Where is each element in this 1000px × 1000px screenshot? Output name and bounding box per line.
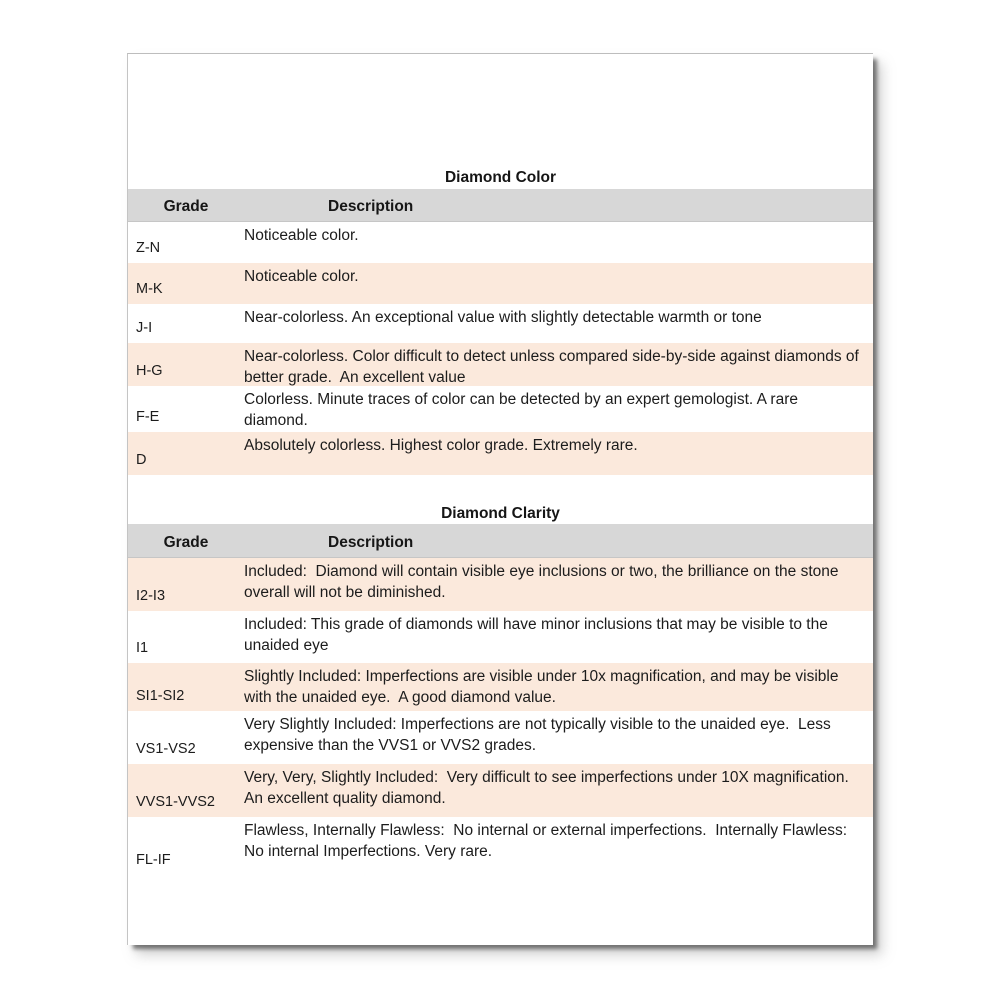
document-page xyxy=(127,53,873,945)
description-cell: Absolutely colorless. Highest color grade. Extremely rare. xyxy=(244,437,638,454)
grade-cell: M-K xyxy=(136,281,163,297)
table-row xyxy=(128,222,873,263)
description-cell: Near-colorless. An exceptional value with slightly detectable warmth or tone xyxy=(244,309,762,326)
grade-cell: I1 xyxy=(136,640,149,656)
description-column-header: Description xyxy=(328,534,414,551)
table-row xyxy=(128,263,873,304)
description-cell: Flawless, Internally Flawless: No internal or external imperfections. Internally Flawless: No internal Imperfections. Very rare. xyxy=(244,822,856,860)
top-margin xyxy=(128,54,873,168)
table-row xyxy=(128,764,873,817)
description-column-header: Description xyxy=(328,198,414,215)
description-cell: Near-colorless. Color difficult to detect unless compared side-by-side against diamonds of better grade. An excellent value xyxy=(244,348,864,386)
description-cell: Colorless. Minute traces of color can be detected by an expert gemologist. A rare diamond. xyxy=(244,391,803,429)
table-row xyxy=(128,611,873,663)
table-row xyxy=(128,386,873,432)
grade-cell: FL-IF xyxy=(136,852,171,868)
grade-cell: H-G xyxy=(136,363,163,379)
description-cell: Included: Diamond will contain visible eye inclusions or two, the brilliance on the stone overall will not be diminished. xyxy=(244,563,843,601)
grade-cell: Z-N xyxy=(136,240,161,256)
table-row xyxy=(128,558,873,611)
grade-cell: I2-I3 xyxy=(136,588,166,604)
diamond-clarity-header-row xyxy=(128,524,873,558)
grade-cell: D xyxy=(136,452,147,468)
grade-column-header: Grade xyxy=(163,198,209,215)
description-cell: Included: This grade of diamonds will have minor inclusions that may be visible to the unaided eye xyxy=(244,616,833,654)
diamond-color-header-row xyxy=(128,189,873,222)
table-row xyxy=(128,663,873,711)
description-cell: Very, Very, Slightly Included: Very difficult to see imperfections under 10X magnification. An excellent quality diamond. xyxy=(244,769,857,807)
table-row xyxy=(128,343,873,386)
grade-column-header: Grade xyxy=(163,534,209,551)
grade-cell: J-I xyxy=(136,320,153,336)
grade-cell: SI1-SI2 xyxy=(136,688,185,704)
description-cell: Slightly Included: Imperfections are visible under 10x magnification, and may be visible with the unaided eye. A good diamond value. xyxy=(244,668,843,706)
table-row xyxy=(128,304,873,343)
grade-cell: VVS1-VVS2 xyxy=(136,794,215,810)
diamond-color-title: Diamond Color xyxy=(444,169,557,186)
description-cell: Noticeable color. xyxy=(244,268,359,285)
table-row xyxy=(128,711,873,764)
grade-cell: F-E xyxy=(136,409,160,425)
table-row xyxy=(128,817,873,875)
description-cell: Very Slightly Included: Imperfections are not typically visible to the unaided eye. Less expensive than the VVS1 or VVS2 grades. xyxy=(244,716,836,754)
table-row xyxy=(128,432,873,475)
grade-cell: VS1-VS2 xyxy=(136,741,196,757)
description-cell: Noticeable color. xyxy=(244,227,359,244)
diamond-clarity-title: Diamond Clarity xyxy=(441,505,560,522)
section-gap xyxy=(128,475,873,504)
